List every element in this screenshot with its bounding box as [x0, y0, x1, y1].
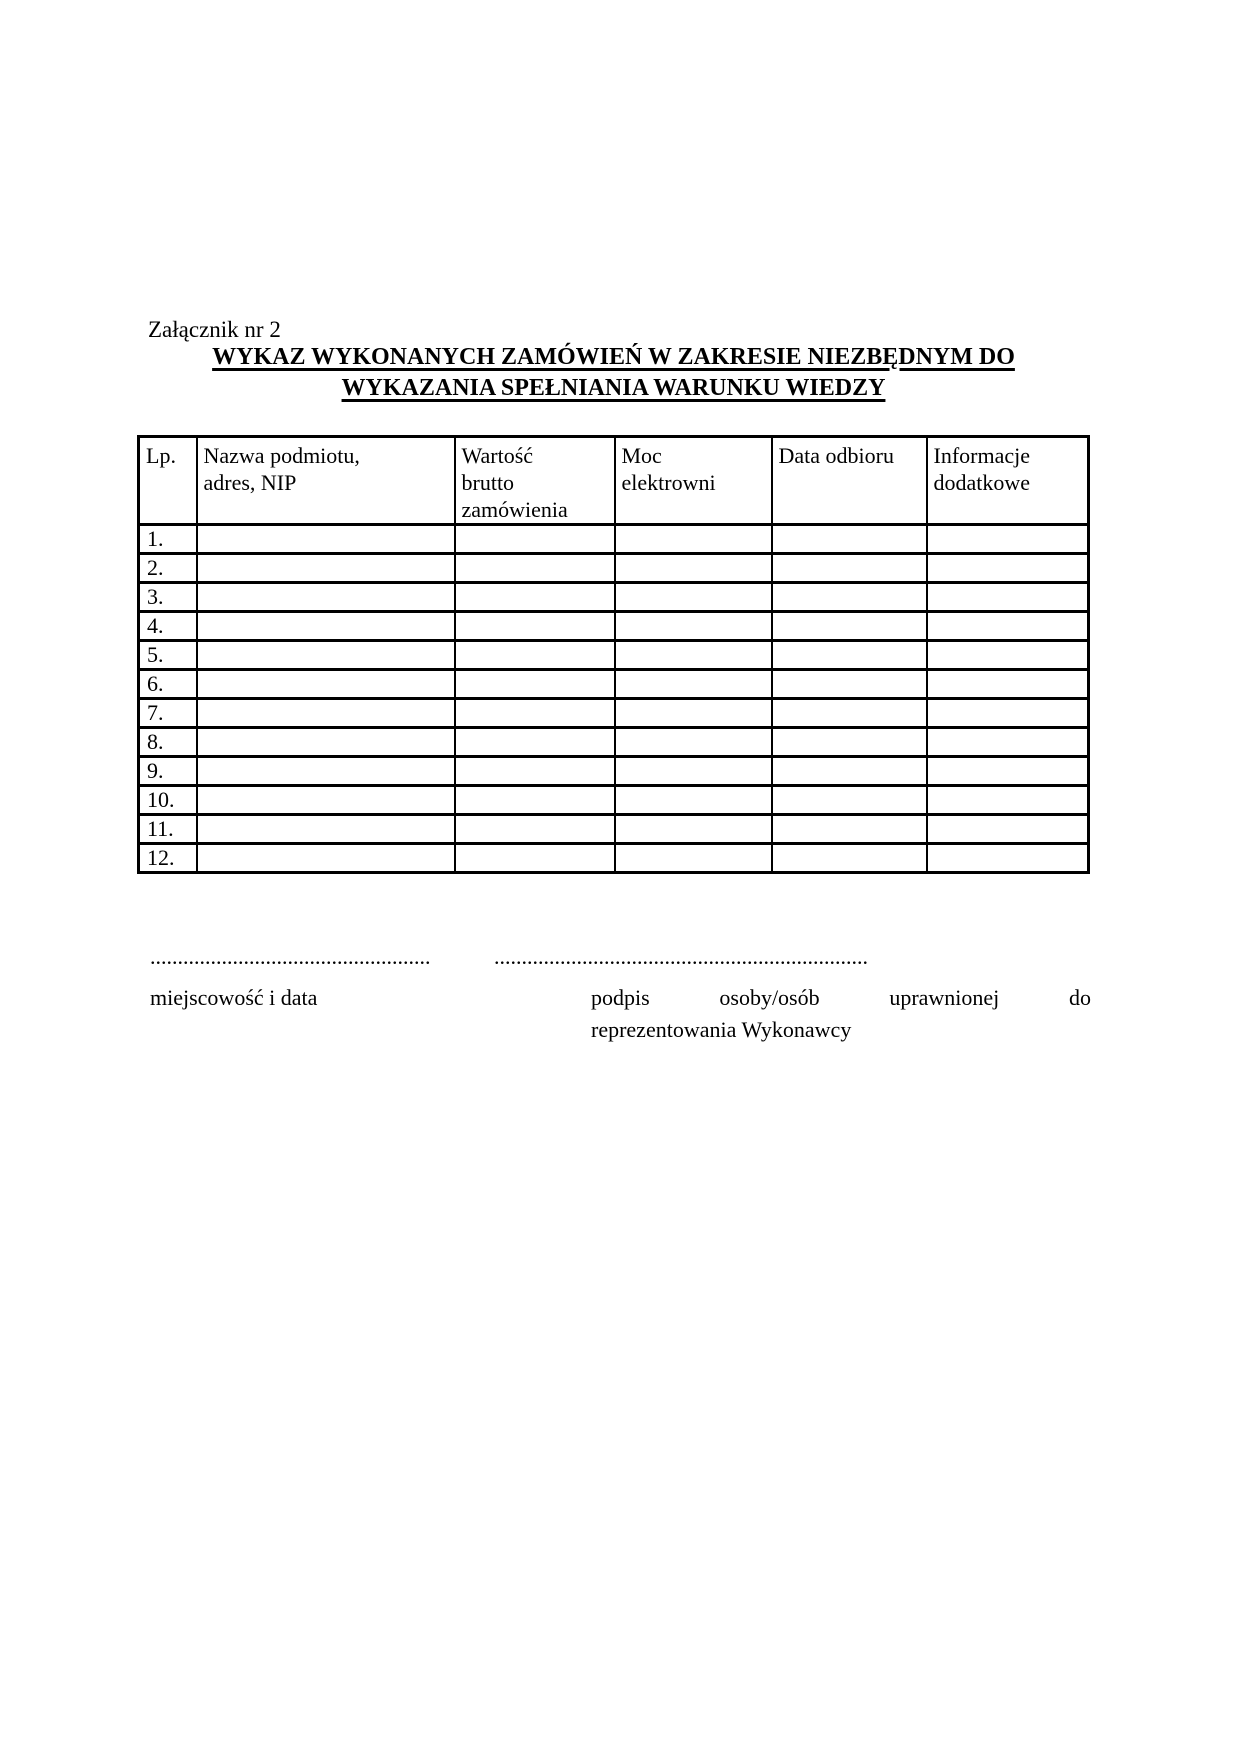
- empty-cell: [772, 699, 927, 728]
- row-number-cell: 10.: [139, 786, 197, 815]
- attachment-label: Załącznik nr 2: [148, 317, 281, 342]
- empty-cell: [772, 554, 927, 583]
- empty-cell: [455, 699, 615, 728]
- empty-cell: [615, 670, 772, 699]
- empty-cell: [455, 525, 615, 554]
- col-header-data-odbioru: Data odbioru: [772, 437, 927, 525]
- empty-cell: [197, 786, 455, 815]
- empty-cell: [197, 757, 455, 786]
- table-row: [139, 728, 1089, 757]
- orders-table: [137, 435, 1090, 874]
- empty-cell: [455, 728, 615, 757]
- empty-cell: [927, 612, 1089, 641]
- table-header-row: [139, 437, 1089, 525]
- row-number-cell: 2.: [139, 554, 197, 583]
- empty-cell: [615, 641, 772, 670]
- signature-label: [591, 982, 1091, 1046]
- empty-cell: [927, 757, 1089, 786]
- empty-cell: [615, 786, 772, 815]
- empty-cell: [772, 583, 927, 612]
- signature-dotted-line: ....................................................................: [494, 944, 868, 969]
- empty-cell: [615, 612, 772, 641]
- empty-cell: [927, 786, 1089, 815]
- empty-cell: [615, 815, 772, 844]
- title-line-2: WYKAZANIA SPEŁNIANIA WARUNKU WIEDZY: [341, 375, 886, 401]
- empty-cell: [927, 815, 1089, 844]
- empty-cell: [927, 699, 1089, 728]
- empty-cell: [615, 728, 772, 757]
- empty-cell: [455, 844, 615, 873]
- title-line-1: WYKAZ WYKONANYCH ZAMÓWIEŃ W ZAKRESIE NIEZBĘDNYM DO: [212, 344, 1015, 370]
- empty-cell: [197, 815, 455, 844]
- empty-cell: [197, 583, 455, 612]
- table-row: [139, 699, 1089, 728]
- table-row: [139, 786, 1089, 815]
- empty-cell: [927, 641, 1089, 670]
- signature-label-line-1: podpis osoby/osób uprawnionej do: [591, 985, 1091, 1010]
- empty-cell: [197, 641, 455, 670]
- empty-cell: [197, 844, 455, 873]
- signature-label-line-2: reprezentowania Wykonawcy: [591, 1017, 852, 1042]
- table-row: [139, 670, 1089, 699]
- table-row: [139, 641, 1089, 670]
- empty-cell: [197, 699, 455, 728]
- table-row: [139, 554, 1089, 583]
- row-number-cell: 12.: [139, 844, 197, 873]
- empty-cell: [197, 670, 455, 699]
- empty-cell: [772, 815, 927, 844]
- table-row: [139, 525, 1089, 554]
- empty-cell: [772, 844, 927, 873]
- table-row: [139, 815, 1089, 844]
- col-header-moc-elektrowni: Moc elektrowni: [615, 437, 772, 525]
- row-number-cell: 8.: [139, 728, 197, 757]
- empty-cell: [772, 786, 927, 815]
- empty-cell: [197, 525, 455, 554]
- row-number-cell: 5.: [139, 641, 197, 670]
- empty-cell: [455, 583, 615, 612]
- row-number-cell: 6.: [139, 670, 197, 699]
- col-header-wartosc-brutto: Wartość brutto zamówienia: [455, 437, 615, 525]
- empty-cell: [197, 554, 455, 583]
- empty-cell: [772, 670, 927, 699]
- row-number-cell: 3.: [139, 583, 197, 612]
- table-row: [139, 583, 1089, 612]
- place-date-dotted-line: ...................................................: [150, 944, 431, 969]
- row-number-cell: 9.: [139, 757, 197, 786]
- empty-cell: [197, 728, 455, 757]
- empty-cell: [772, 757, 927, 786]
- empty-cell: [615, 757, 772, 786]
- empty-cell: [197, 612, 455, 641]
- empty-cell: [455, 757, 615, 786]
- document-title: [137, 342, 1090, 404]
- empty-cell: [615, 554, 772, 583]
- empty-cell: [455, 815, 615, 844]
- empty-cell: [927, 670, 1089, 699]
- empty-cell: [615, 844, 772, 873]
- empty-cell: [455, 670, 615, 699]
- col-header-informacje-dodatkowe: Informacje dodatkowe: [927, 437, 1089, 525]
- empty-cell: [615, 699, 772, 728]
- empty-cell: [927, 554, 1089, 583]
- empty-cell: [927, 525, 1089, 554]
- row-number-cell: 1.: [139, 525, 197, 554]
- row-number-cell: 11.: [139, 815, 197, 844]
- col-header-lp: Lp.: [139, 437, 197, 525]
- empty-cell: [772, 728, 927, 757]
- empty-cell: [772, 612, 927, 641]
- empty-cell: [927, 844, 1089, 873]
- empty-cell: [615, 525, 772, 554]
- table-row: [139, 612, 1089, 641]
- empty-cell: [455, 641, 615, 670]
- empty-cell: [772, 525, 927, 554]
- empty-cell: [772, 641, 927, 670]
- empty-cell: [455, 554, 615, 583]
- empty-cell: [455, 612, 615, 641]
- place-date-label: miejscowość i data: [150, 985, 318, 1010]
- col-header-nazwa-podmiotu: Nazwa podmiotu, adres, NIP: [197, 437, 455, 525]
- row-number-cell: 7.: [139, 699, 197, 728]
- empty-cell: [927, 728, 1089, 757]
- table-row: [139, 757, 1089, 786]
- row-number-cell: 4.: [139, 612, 197, 641]
- empty-cell: [615, 583, 772, 612]
- table-row: [139, 844, 1089, 873]
- empty-cell: [455, 786, 615, 815]
- empty-cell: [927, 583, 1089, 612]
